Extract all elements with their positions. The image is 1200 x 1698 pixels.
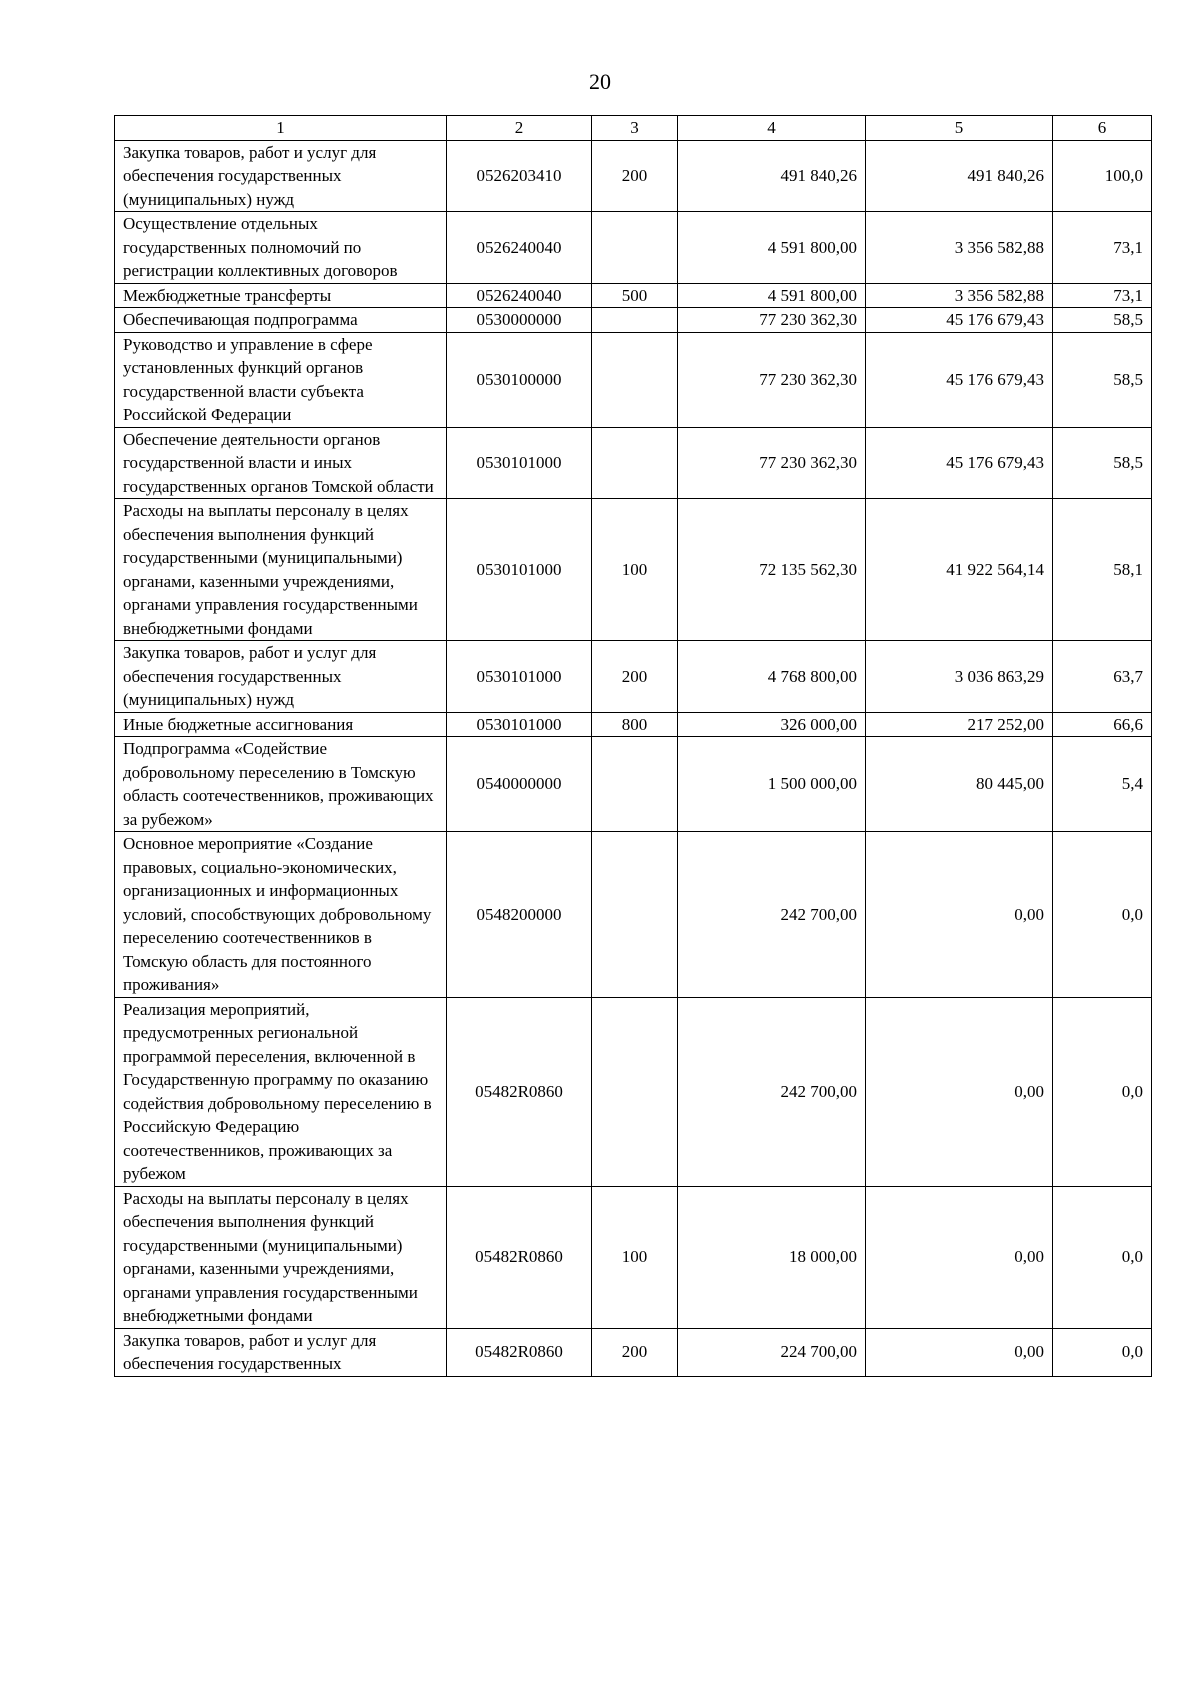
header-cell-5: 5 xyxy=(866,116,1053,141)
header-cell-2: 2 xyxy=(447,116,592,141)
row-code: 0530101000 xyxy=(447,641,592,713)
row-fact: 491 840,26 xyxy=(866,140,1053,212)
row-name: Осуществление отдельных государственных полномочий по регистрации коллективных договоров xyxy=(115,212,447,284)
row-name: Расходы на выплаты персоналу в целях обеспечения выполнения функций государственными (муниципальными) органами, казенными учреждениями, органами управления государственными внебюджетными фондами xyxy=(115,1186,447,1328)
row-percent: 0,0 xyxy=(1053,997,1152,1186)
row-plan: 242 700,00 xyxy=(678,997,866,1186)
row-code: 0530100000 xyxy=(447,332,592,427)
row-code: 0530101000 xyxy=(447,499,592,641)
row-percent: 58,5 xyxy=(1053,427,1152,499)
row-plan: 224 700,00 xyxy=(678,1328,866,1376)
row-fact: 45 176 679,43 xyxy=(866,332,1053,427)
table-row xyxy=(115,641,1152,713)
table-row xyxy=(115,499,1152,641)
table-row xyxy=(115,332,1152,427)
row-percent: 5,4 xyxy=(1053,737,1152,832)
row-code: 0540000000 xyxy=(447,737,592,832)
page-number: 20 xyxy=(589,69,611,94)
row-percent: 100,0 xyxy=(1053,140,1152,212)
table-row xyxy=(115,832,1152,998)
row-fact: 3 356 582,88 xyxy=(866,283,1053,308)
table-row xyxy=(115,1186,1152,1328)
row-percent: 0,0 xyxy=(1053,832,1152,998)
row-percent: 73,1 xyxy=(1053,283,1152,308)
row-fact: 3 036 863,29 xyxy=(866,641,1053,713)
table-row xyxy=(115,427,1152,499)
row-code: 0530101000 xyxy=(447,712,592,737)
header-row xyxy=(115,116,1152,141)
row-name: Закупка товаров, работ и услуг для обеспечения государственных xyxy=(115,1328,447,1376)
row-expense-type: 200 xyxy=(592,1328,678,1376)
row-expense-type: 500 xyxy=(592,283,678,308)
row-fact: 217 252,00 xyxy=(866,712,1053,737)
table-row xyxy=(115,283,1152,308)
row-expense-type: 100 xyxy=(592,1186,678,1328)
row-code: 05482R0860 xyxy=(447,1328,592,1376)
row-expense-type xyxy=(592,308,678,333)
row-fact: 0,00 xyxy=(866,997,1053,1186)
row-code: 05482R0860 xyxy=(447,997,592,1186)
budget-execution-table xyxy=(114,115,1152,1377)
row-plan: 77 230 362,30 xyxy=(678,427,866,499)
row-plan: 242 700,00 xyxy=(678,832,866,998)
row-plan: 326 000,00 xyxy=(678,712,866,737)
row-fact: 3 356 582,88 xyxy=(866,212,1053,284)
row-name: Реализация мероприятий, предусмотренных региональной программой переселения, включенной в Государственную программу по оказанию содействия добровольному переселению в Российскую Федерацию соотечественников, проживающих за рубежом xyxy=(115,997,447,1186)
row-expense-type xyxy=(592,332,678,427)
row-name: Обеспечивающая подпрограмма xyxy=(115,308,447,333)
row-code: 0526240040 xyxy=(447,212,592,284)
row-plan: 18 000,00 xyxy=(678,1186,866,1328)
row-plan: 491 840,26 xyxy=(678,140,866,212)
row-plan: 72 135 562,30 xyxy=(678,499,866,641)
row-expense-type: 800 xyxy=(592,712,678,737)
header-cell-3: 3 xyxy=(592,116,678,141)
row-fact: 45 176 679,43 xyxy=(866,427,1053,499)
row-name: Обеспечение деятельности органов государственной власти и иных государственных органов Томской области xyxy=(115,427,447,499)
row-percent: 73,1 xyxy=(1053,212,1152,284)
row-percent: 63,7 xyxy=(1053,641,1152,713)
row-plan: 77 230 362,30 xyxy=(678,308,866,333)
row-plan: 77 230 362,30 xyxy=(678,332,866,427)
row-expense-type xyxy=(592,997,678,1186)
table-row xyxy=(115,212,1152,284)
row-name: Руководство и управление в сфере установленных функций органов государственной власти субъекта Российской Федерации xyxy=(115,332,447,427)
row-fact: 41 922 564,14 xyxy=(866,499,1053,641)
table-row xyxy=(115,1328,1152,1376)
row-code: 0526240040 xyxy=(447,283,592,308)
row-fact: 0,00 xyxy=(866,1186,1053,1328)
row-name: Подпрограмма «Содействие добровольному переселению в Томскую область соотечественников, проживающих за рубежом» xyxy=(115,737,447,832)
row-plan: 4 591 800,00 xyxy=(678,283,866,308)
row-percent: 0,0 xyxy=(1053,1328,1152,1376)
table-row xyxy=(115,308,1152,333)
row-code: 0530000000 xyxy=(447,308,592,333)
row-fact: 0,00 xyxy=(866,1328,1053,1376)
row-plan: 4 768 800,00 xyxy=(678,641,866,713)
row-expense-type xyxy=(592,832,678,998)
table-row xyxy=(115,737,1152,832)
row-expense-type: 100 xyxy=(592,499,678,641)
row-name: Основное мероприятие «Создание правовых, социально-экономических, организационных и информационных условий, способствующих добровольному переселению соотечественников в Томскую область для постоянного проживания» xyxy=(115,832,447,998)
row-plan: 1 500 000,00 xyxy=(678,737,866,832)
row-name: Закупка товаров, работ и услуг для обеспечения государственных (муниципальных) нужд xyxy=(115,140,447,212)
table-row xyxy=(115,997,1152,1186)
row-expense-type xyxy=(592,212,678,284)
row-fact: 45 176 679,43 xyxy=(866,308,1053,333)
header-cell-1: 1 xyxy=(115,116,447,141)
table-row xyxy=(115,712,1152,737)
row-expense-type xyxy=(592,737,678,832)
row-fact: 80 445,00 xyxy=(866,737,1053,832)
row-name: Закупка товаров, работ и услуг для обеспечения государственных (муниципальных) нужд xyxy=(115,641,447,713)
table-row xyxy=(115,140,1152,212)
row-expense-type: 200 xyxy=(592,641,678,713)
row-percent: 0,0 xyxy=(1053,1186,1152,1328)
row-percent: 58,5 xyxy=(1053,332,1152,427)
row-expense-type: 200 xyxy=(592,140,678,212)
row-expense-type xyxy=(592,427,678,499)
row-code: 05482R0860 xyxy=(447,1186,592,1328)
row-name: Расходы на выплаты персоналу в целях обеспечения выполнения функций государственными (муниципальными) органами, казенными учреждениями, органами управления государственными внебюджетными фондами xyxy=(115,499,447,641)
row-code: 0526203410 xyxy=(447,140,592,212)
row-code: 0548200000 xyxy=(447,832,592,998)
row-percent: 58,1 xyxy=(1053,499,1152,641)
row-name: Иные бюджетные ассигнования xyxy=(115,712,447,737)
row-name: Межбюджетные трансферты xyxy=(115,283,447,308)
row-plan: 4 591 800,00 xyxy=(678,212,866,284)
row-fact: 0,00 xyxy=(866,832,1053,998)
row-code: 0530101000 xyxy=(447,427,592,499)
row-percent: 66,6 xyxy=(1053,712,1152,737)
row-percent: 58,5 xyxy=(1053,308,1152,333)
header-cell-6: 6 xyxy=(1053,116,1152,141)
header-cell-4: 4 xyxy=(678,116,866,141)
